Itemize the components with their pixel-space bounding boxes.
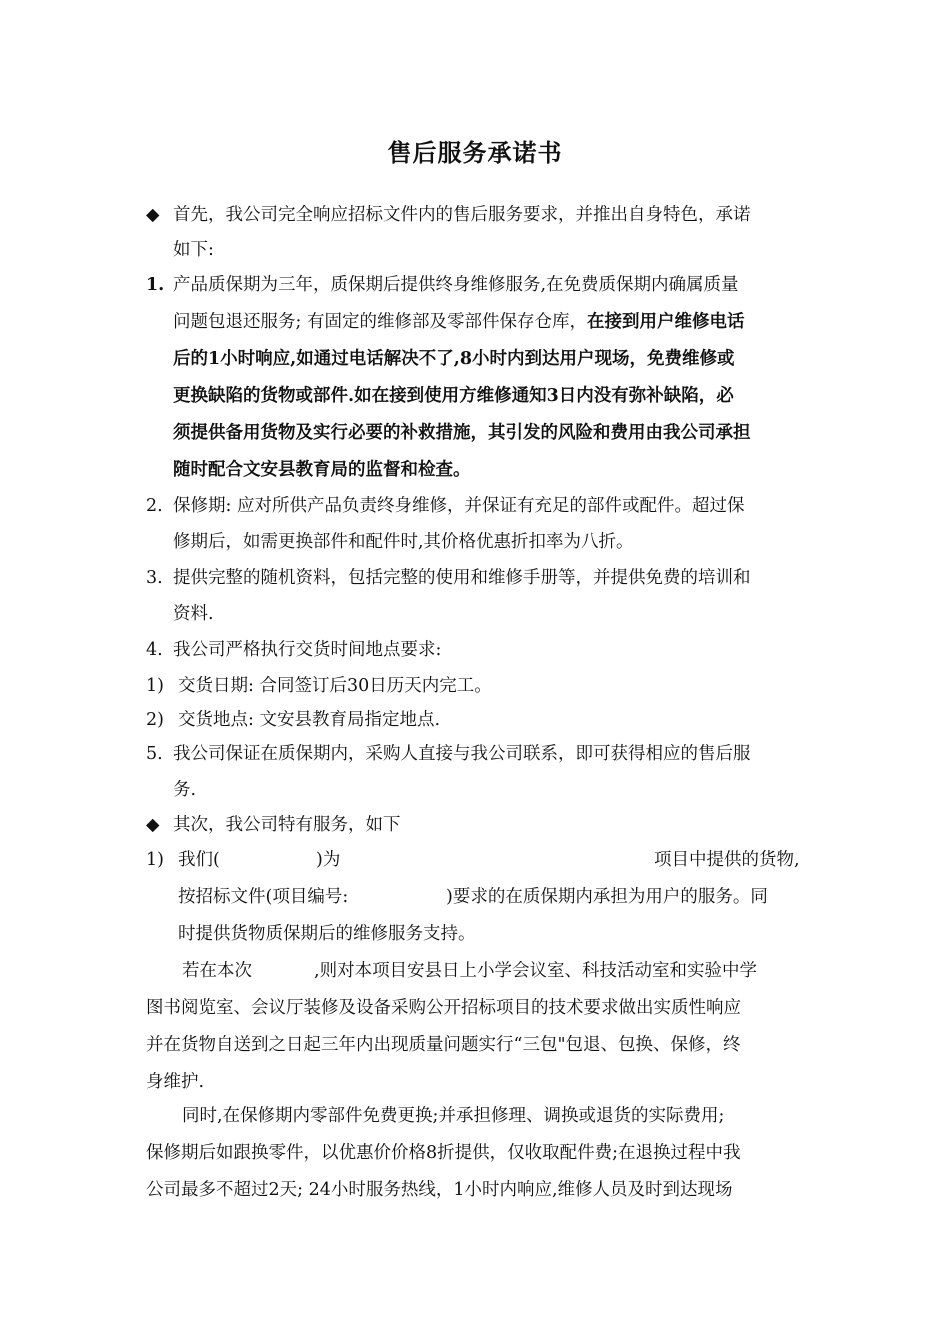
special-1-line-2a: 按招标文件(项目编号:: [178, 887, 349, 907]
para-2-line-1: 同时,在保修期内零部件免费更换;并承担修理、调换或退货的实际费用;: [182, 1106, 725, 1126]
item-1-line-4: 更换缺陷的货物或部件.如在接到使用方维修通知3日内没有弥补缺陷，必: [173, 386, 734, 406]
para-1-line-2: 图书阅览室、会议厅装修及设备采购公开招标项目的技术要求做出实质性响应: [146, 998, 741, 1018]
item-1-line-2-normal: 问题包退还服务; 有固定的维修部及零部件保存仓库，: [173, 312, 587, 332]
item-4-sub-1: 交货日期: 合同签订后30日历天内完工。: [178, 676, 492, 696]
item-2-number: 2.: [146, 496, 163, 516]
second-section-heading: 其次，我公司特有服务，如下: [173, 815, 401, 835]
special-1-line-2b: )要求的在质保期内承担为用户的服务。同: [446, 887, 768, 907]
item-1-line-2: [173, 310, 744, 334]
item-1-line-1: 产品质保期为三年，质保期后提供终身维修服务,在免费质保期内确属质量: [173, 275, 739, 295]
item-3-line-1: 提供完整的随机资料，包括完整的使用和维修手册等，并提供免费的培训和: [173, 568, 751, 588]
special-1-part-b: )为: [316, 850, 341, 870]
diamond-bullet-icon: ◆: [146, 205, 160, 225]
item-2-line-2: 修期后，如需更换部件和配件时,其价格优惠折扣率为八折。: [173, 532, 634, 552]
item-1-line-5: 须提供备用货物及实行必要的补救措施，其引发的风险和费用由我公司承担: [173, 423, 751, 443]
para-1-line-1a: 若在本次: [182, 961, 252, 981]
item-4-sub-1-number: 1): [146, 676, 164, 696]
page-title: 售后服务承诺书: [387, 138, 563, 167]
item-4-sub-2-number: 2): [146, 710, 164, 730]
item-1-line-2-bold: 在接到用户维修电话: [586, 312, 745, 332]
item-1-number: 1.: [146, 275, 165, 295]
item-4-line-1: 我公司严格执行交货时间地点要求:: [173, 640, 442, 660]
intro-line-2: 如下:: [173, 240, 214, 260]
para-1-line-4: 身维护.: [146, 1072, 205, 1092]
item-4-sub-2: 交货地点: 文安县教育局指定地点.: [178, 710, 441, 730]
item-5-line-1: 我公司保证在质保期内，采购人直接与我公司联系，即可获得相应的售后服: [173, 744, 751, 764]
intro-line-1: 首先，我公司完全响应招标文件内的售后服务要求，并推出自身特色，承诺: [173, 205, 751, 225]
item-4-number: 4.: [146, 640, 163, 660]
para-2-line-2: 保修期后如跟换零件，以优惠价价格8折提供，仅收取配件费;在退换过程中我: [146, 1143, 741, 1163]
item-5-line-2: 务.: [173, 780, 197, 800]
diamond-bullet-icon: ◆: [146, 815, 160, 835]
item-3-line-2: 资料.: [173, 604, 214, 624]
item-2-line-1: 保修期: 应对所供产品负责终身维修，并保证有充足的部件或配件。超过保: [173, 496, 745, 516]
item-5-number: 5.: [146, 744, 163, 764]
item-1-line-6: 随时配合文安县教育局的监督和检查。: [173, 460, 471, 480]
special-1-part-a: 我们(: [178, 850, 220, 870]
para-1-line-1b: ,则对本项目安县日上小学会议室、科技活动室和实验中学: [314, 961, 758, 981]
para-2-line-3: 公司最多不超过2天; 24小时服务热线，1小时内响应,维修人员及时到达现场: [146, 1180, 733, 1200]
special-1-number: 1): [146, 850, 164, 870]
special-1-line-3: 时提供货物质保期后的维修服务支持。: [178, 924, 476, 944]
special-1-part-c: 项目中提供的货物,: [654, 850, 800, 870]
para-1-line-3: 并在货物自送到之日起三年内出现质量问题实行“三包"包退、包换、保修，终: [146, 1035, 741, 1055]
item-1-line-3: 后的1小时响应,如通过电话解决不了,8小时内到达用户现场，免费维修或: [173, 349, 735, 369]
item-3-number: 3.: [146, 568, 163, 588]
